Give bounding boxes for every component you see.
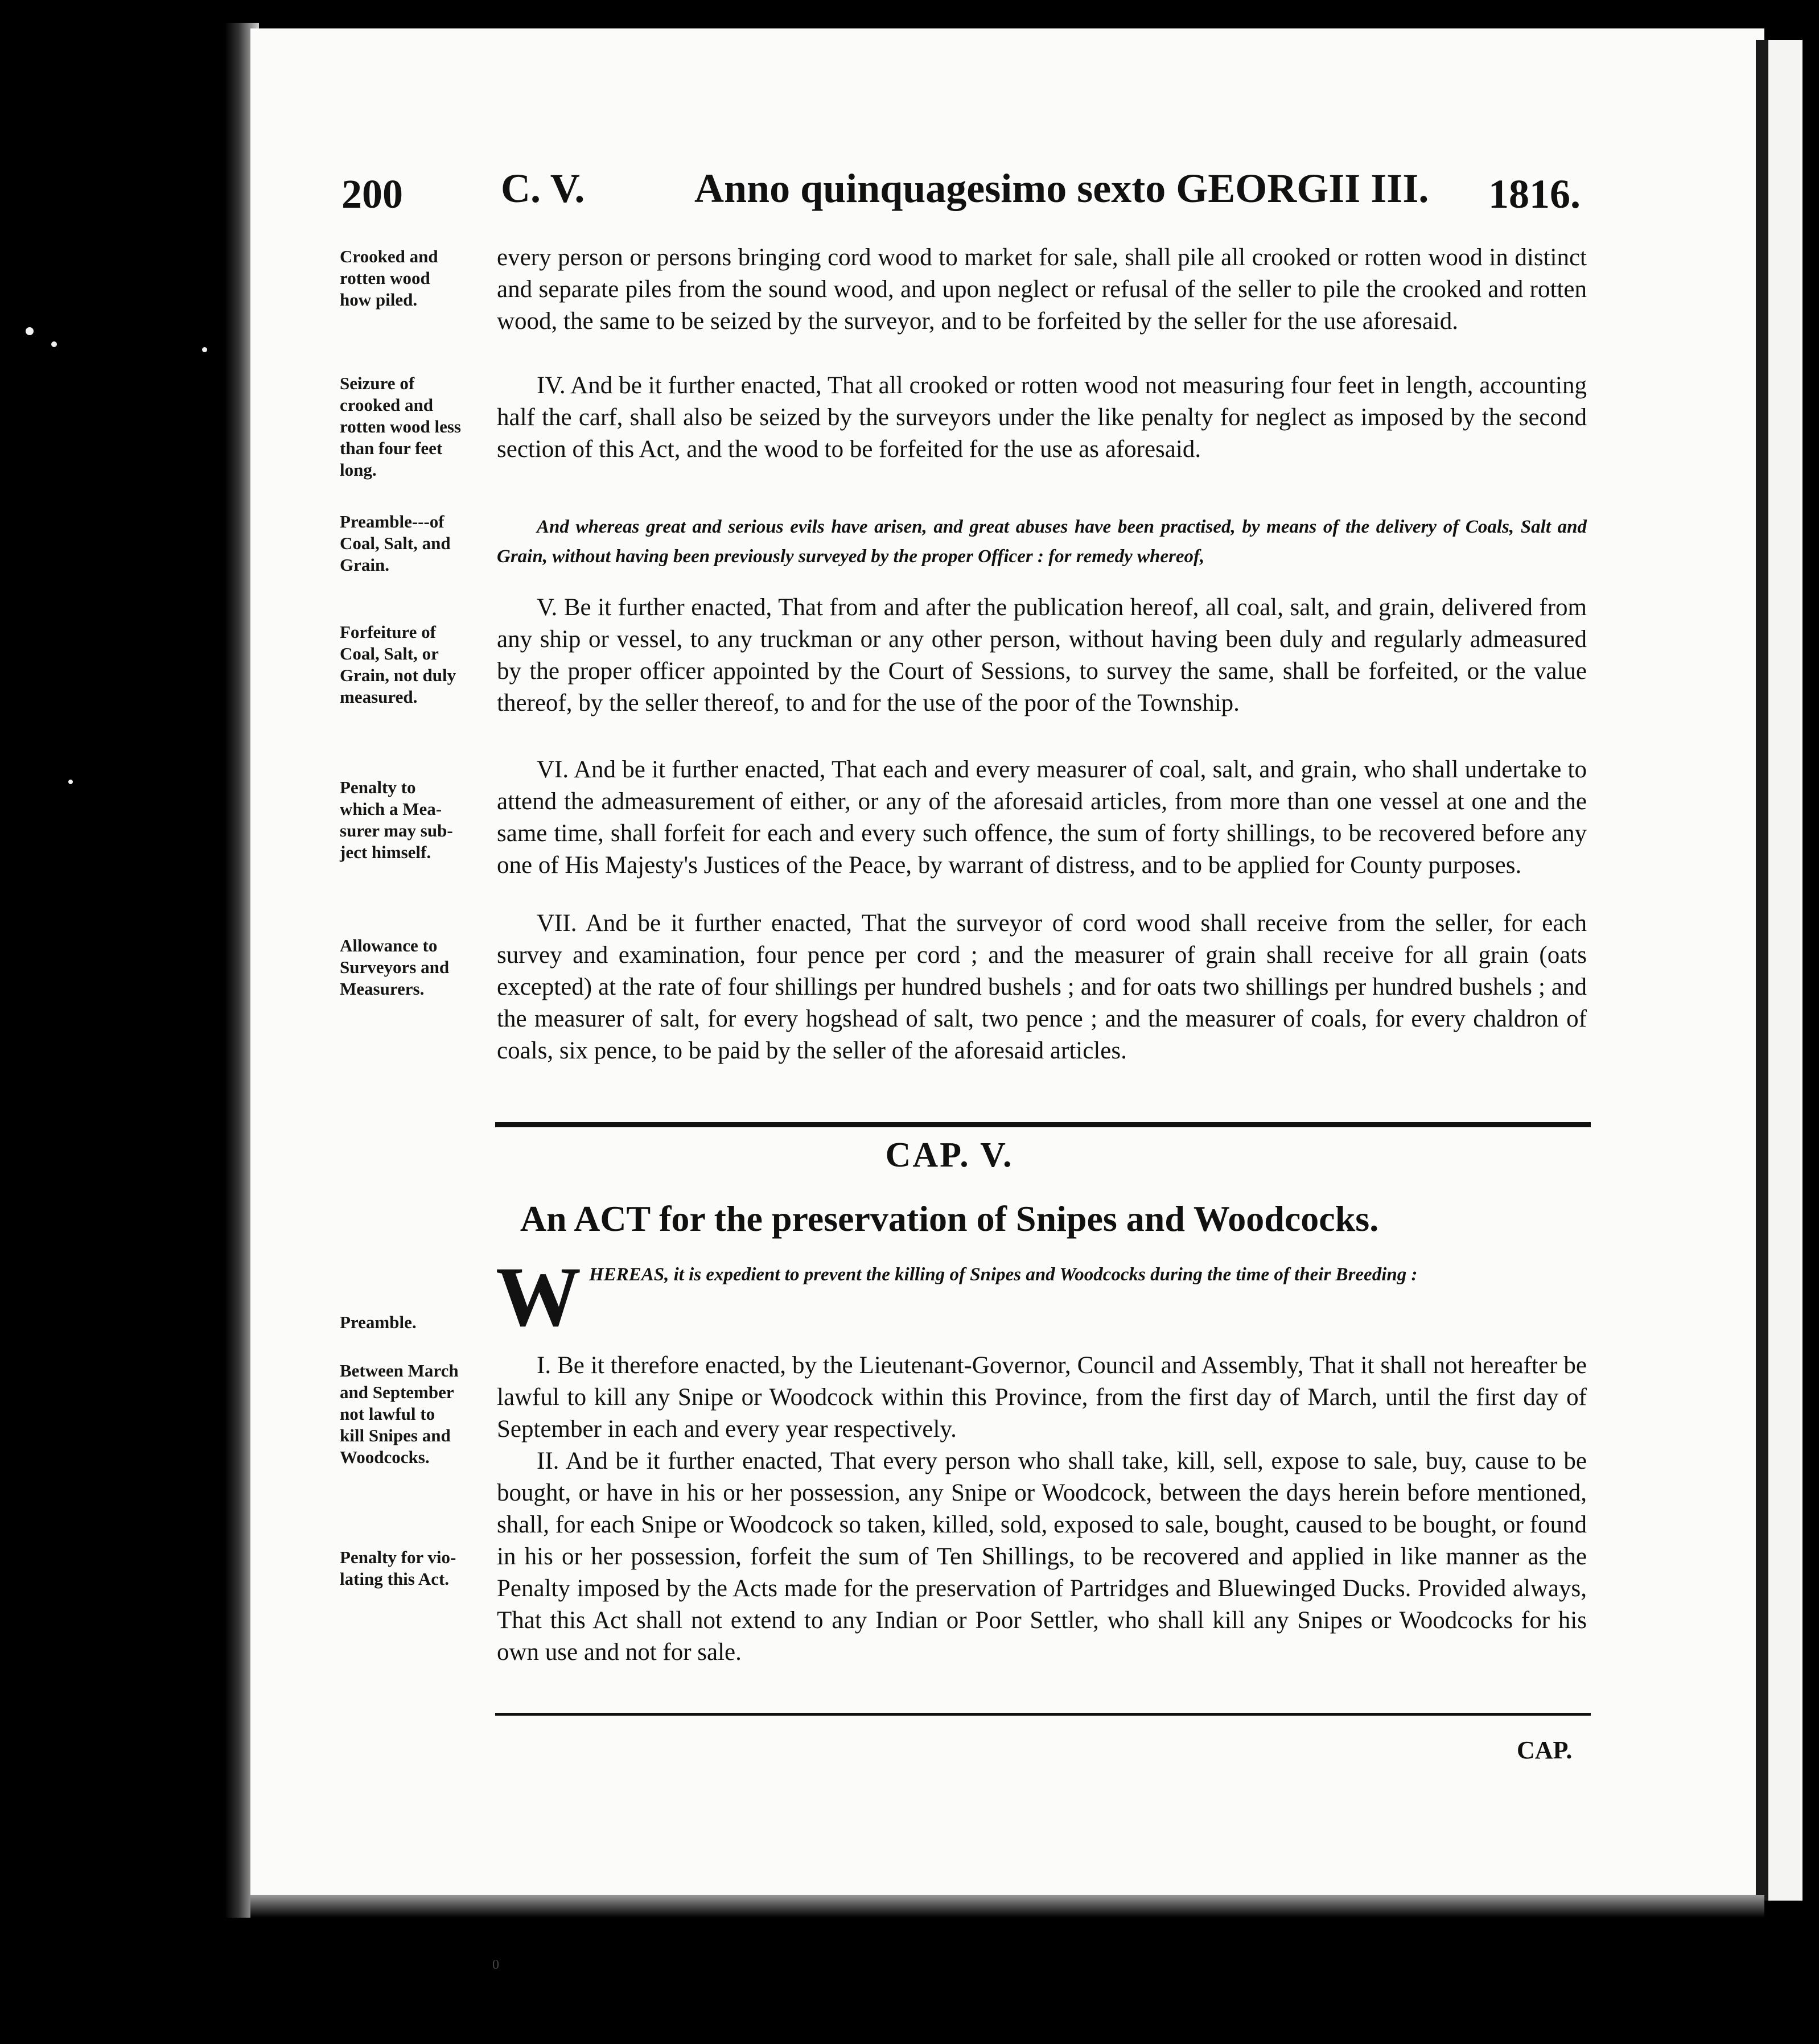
- margin-note-penalty-violating: Penalty for vio- lating this Act.: [340, 1547, 456, 1589]
- section-vi: VI. And be it further enacted, That each and every measurer of coal, salt, and grain, who shall undertake to attend the admeasurement of either, or any of the aforesaid articles, from more than one vessel at one and the same time, shall forfeit for each and every such offence, the sum of forty shillings, to be recovered before any one of His Majesty's Justices of the Peace, by warrant of distress, and to be applied for County purposes.: [497, 756, 1587, 879]
- next-page-strip: [1768, 40, 1802, 1901]
- act-section-ii: II. And be it further enacted, That every person who shall take, kill, sell, expose to sale, buy, cause to be bought, or have in his or her possession, any Snipe or Woodcock, between the days herein before mentioned, shall, for each Snipe or Woodcock so taken, killed, sold, exposed to sale, bought, caused to be bought, or found in his or her possession, forfeit the sum of Ten Shillings, to be recovered and applied in like manner as the Penalty imposed by the Acts made for the preservation of Partridges and Bluewinged Ducks. Provided always, That this Act shall not extend to any Indian or Poor Settler, who shall kill any Snipes or Woodcocks for his own use and not for sale.: [497, 1448, 1587, 1666]
- whereas-clause: And whereas great and serious evils have arisen, and great abuses have been practised, by means of the delivery of Coals, Salt and Grain, without having been previously surveyed by the proper Officer : for remedy whereof,: [497, 517, 1587, 567]
- header-year: 1816.: [1488, 171, 1581, 217]
- act-preamble-text: HEREAS, it is expedient to prevent the killing of Snipes and Woodcocks during the time of their Breeding :: [589, 1264, 1418, 1285]
- page-number: 200: [341, 171, 403, 217]
- scan-speck: [68, 780, 73, 784]
- next-page-edge: [1756, 40, 1768, 1901]
- act-section-i: I. Be it therefore enacted, by the Lieutenant-Governor, Council and Assembly, That it shall not hereafter be lawful to kill any Snipe or Woodcock within this Province, from the first day of March, until the first day of September in each and every year respectively.: [497, 1352, 1587, 1443]
- margin-note-allowance: Allowance to Surveyors and Measurers.: [340, 936, 450, 999]
- drop-cap: W: [496, 1250, 581, 1344]
- act-title: An ACT for the preservation of Snipes and Woodcocks.: [520, 1198, 1379, 1239]
- scan-speck: [26, 327, 34, 335]
- margin-note-crooked-wood: Crooked and rotten wood how piled.: [340, 246, 438, 310]
- cap-heading: CAP. V.: [885, 1136, 1014, 1175]
- margin-note-seizure: Seizure of crooked and rotten wood less than four feet long.: [340, 373, 461, 480]
- catchword: CAP.: [1517, 1736, 1573, 1764]
- scan-speck: [202, 347, 207, 352]
- margin-note-preamble-coal: Preamble---of Coal, Salt, and Grain.: [340, 512, 451, 575]
- section-divider: [495, 1122, 1591, 1127]
- margin-note-preamble: Preamble.: [340, 1312, 417, 1332]
- page-bottom-shadow: [250, 1895, 1764, 1918]
- chapter-label: C. V.: [501, 166, 585, 211]
- margin-note-between-march: Between March and September not lawful to kill Snipes and Woodcocks.: [340, 1361, 459, 1467]
- running-header: [0, 165, 1819, 228]
- running-title: Anno quinquagesimo sexto GEORGII III.: [694, 166, 1429, 211]
- scan-speck: [51, 341, 57, 347]
- section-v: V. Be it further enacted, That from and after the publication hereof, all coal, salt, and grain, delivered from any ship or vessel, to any truckman or any other person, without having been duly and regularly admeasured by the proper officer appointed by the Court of Sessions, to survey the same, shall be forfeited, or the value thereof, by the seller thereof, to and for the use of the poor of the Township.: [497, 594, 1587, 716]
- margin-note-penalty-measurer: Penalty to which a Mea- surer may sub- ject himself.: [340, 777, 453, 862]
- scan-page-mark: 0: [492, 1958, 499, 1972]
- section-vii: VII. And be it further enacted, That the surveyor of cord wood shall receive from the seller, for each survey and examination, four pence per cord ; and the measurer of grain shall receive for all grain (oats excepted) at the rate of four shillings per hundred bushels ; and for oats two shillings per hundred bushels ; and the measurer of salt, for every hogshead of salt, two pence ; and the measurer of coals, for every chaldron of coals, six pence, to be paid by the seller of the aforesaid articles.: [497, 910, 1587, 1064]
- paragraph-continuation: every person or persons bringing cord wood to market for sale, shall pile all crooked or rotten wood in distinct and separate piles from the sound wood, and upon neglect or refusal of the seller to pile the crooked and rotten wood, the same to be seized by the surveyor, and to be forfeited by the seller for the use aforesaid.: [497, 244, 1587, 335]
- bottom-rule: [495, 1713, 1591, 1716]
- act-preamble: [496, 1250, 1587, 1344]
- section-iv: IV. And be it further enacted, That all crooked or rotten wood not measuring four feet in length, accounting half the carf, shall also be seized by the surveyors under the like penalty for neglect as imposed by the second section of this Act, and the wood to be forfeited for the use as aforesaid.: [497, 372, 1587, 463]
- margin-note-forfeiture: Forfeiture of Coal, Salt, or Grain, not duly measured.: [340, 622, 456, 707]
